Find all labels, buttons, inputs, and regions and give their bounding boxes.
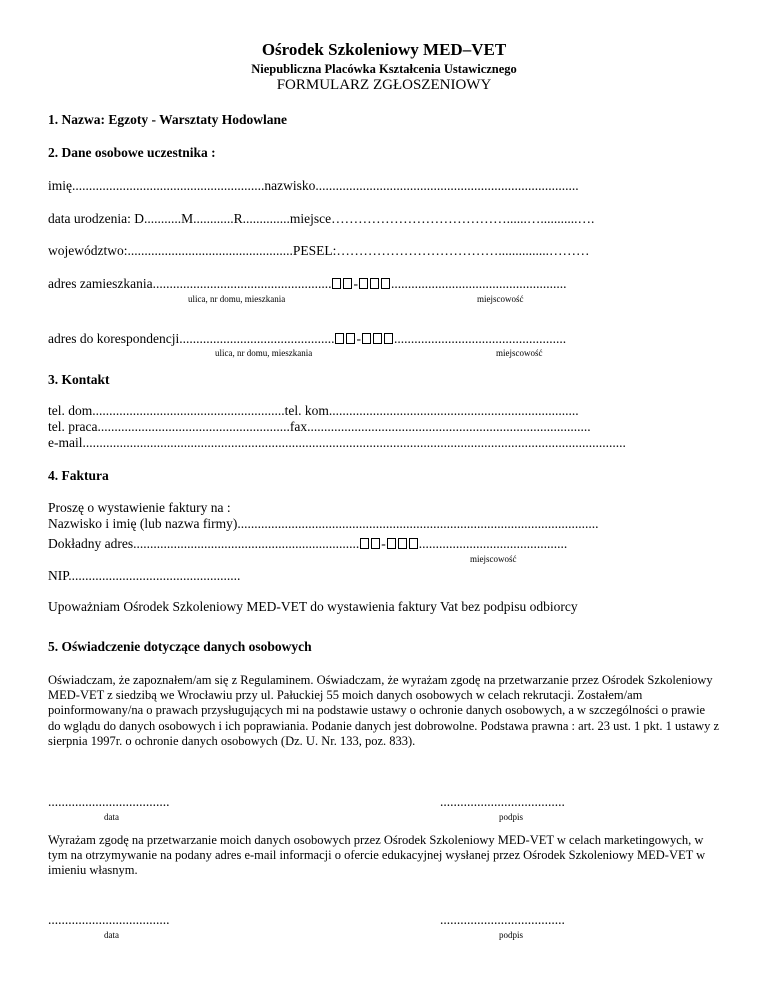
data-statement-heading: 5. Oświadczenie dotyczące danych osobowych — [48, 639, 312, 654]
name-field-line[interactable]: imię.........................................................nazwisko.............................................................................. — [48, 178, 579, 193]
city-hint: miejscowość — [477, 294, 524, 304]
contact-heading: 3. Kontakt — [48, 372, 110, 387]
home-address-tail: .................................................... — [390, 276, 567, 291]
email-field-line[interactable]: e-mail................................................................................................................................................................. — [48, 435, 626, 450]
postal-code-box[interactable] — [384, 333, 393, 344]
postal-code-box[interactable] — [332, 278, 341, 289]
page-title: Ośrodek Szkoleniowy MED–VET — [261, 40, 507, 59]
postal-code-box[interactable] — [346, 333, 355, 344]
date-signature-line[interactable]: .................................... — [48, 912, 170, 927]
personal-data-heading: 2. Dane osobowe uczestnika : — [48, 145, 216, 160]
postal-code-box[interactable] — [381, 278, 390, 289]
correspondence-address-field[interactable]: adres do korespondencji.............................................. - ................................................... — [48, 331, 567, 346]
signature-label: podpis — [499, 812, 524, 822]
data-statement-text: Oświadczam, że zapoznałem/am się z Regulaminem. Oświadczam, że wyrażam zgodę na przetwarzanie przez Ośrodek Szkoleniowy MED-VET z siedzibą we Wrocławiu przy ul. Pałuckiej 55 moich danych osobowych w celach rekrutacji. Zostałem/am poinformowany/na o prawach przysługujących mi na podstawie ustawy o ochronie danych osobowych, a w szczególności o prawie do wglądu do danych osobowych i ich poprawiania. Podanie danych jest dobrowolne. Podstawa prawna : art. 23 ust. 1 pkt. 1 ustawy z sierpnia 1997r. o ochronie danych osobowych (Dz. U. Nr. 133, poz. 833). — [48, 673, 720, 748]
signature-line[interactable]: ..................................... — [440, 912, 565, 927]
correspondence-address-label: adres do korespondencji.............................................. — [48, 331, 335, 346]
marketing-consent-text: Wyrażam zgodę na przetwarzanie moich danych osobowych przez Ośrodek Szkoleniowy MED-VET w celach marketingowych, w tym na otrzymywanie na podany adres e-mail informacji o ofercie edukacyjnej wysłanej przez Ośrodek Szkoleniowy MED-VET w imieniu własnym. — [48, 833, 706, 878]
date-label: data — [104, 812, 119, 822]
street-hint: ulica, nr domu, mieszkania — [188, 294, 286, 304]
home-address-field[interactable]: adres zamieszkania..................................................... - .................................................... — [48, 276, 567, 291]
postal-code-box[interactable] — [387, 538, 396, 549]
invoice-name-field-line[interactable]: Nazwisko i imię (lub nazwa firmy)........................................................................................................... — [48, 516, 599, 531]
birth-field-line[interactable]: data urodzenia: D...........M............R..............miejsce…………………………………......…...........…. — [48, 211, 595, 226]
postal-code-box[interactable] — [398, 538, 407, 549]
signature-label: podpis — [499, 930, 524, 940]
postal-code-box[interactable] — [371, 538, 380, 549]
home-address-label: adres zamieszkania..................................................... — [48, 276, 332, 291]
postal-code-box[interactable] — [335, 333, 344, 344]
postal-code-box[interactable] — [362, 333, 371, 344]
postal-code-box[interactable] — [360, 538, 369, 549]
postal-code-box[interactable] — [343, 278, 352, 289]
work-phone-fax-field-line[interactable]: tel. praca.........................................................fax.................................................................................... — [48, 419, 591, 434]
date-label: data — [104, 930, 119, 940]
postal-code-box[interactable] — [359, 278, 368, 289]
postal-code-box[interactable] — [370, 278, 379, 289]
invoice-address-label: Dokładny adres................................................................... — [48, 536, 360, 551]
invoice-address-field[interactable]: Dokładny adres................................................................... - ............................................ — [48, 536, 568, 551]
page-subtitle: Niepubliczna Placówka Kształcenia Ustawicznego — [251, 62, 517, 76]
form-name: FORMULARZ ZGŁOSZENIOWY — [276, 77, 492, 93]
postal-code-box[interactable] — [409, 538, 418, 549]
city-hint: miejscowość — [470, 554, 517, 564]
signature-line[interactable]: ..................................... — [440, 794, 565, 809]
city-hint: miejscowość — [496, 348, 543, 358]
correspondence-address-tail: ................................................... — [393, 331, 567, 346]
invoice-authorization: Upoważniam Ośrodek Szkoleniowy MED-VET do wystawienia faktury Vat bez podpisu odbiorcy — [48, 599, 578, 614]
invoice-heading: 4. Faktura — [48, 468, 109, 483]
date-signature-line[interactable]: .................................... — [48, 794, 170, 809]
nip-field-line[interactable]: NIP................................................... — [48, 568, 241, 583]
street-hint: ulica, nr domu, mieszkania — [215, 348, 313, 358]
phone-field-line[interactable]: tel. dom.........................................................tel. kom.......................................................................... — [48, 403, 579, 418]
course-name-heading: 1. Nazwa: Egzoty - Warsztaty Hodowlane — [48, 112, 287, 127]
region-pesel-field-line[interactable]: województwo:.................................................PESEL:………………………………...............……… — [48, 243, 590, 258]
postal-code-box[interactable] — [373, 333, 382, 344]
invoice-request: Proszę o wystawienie faktury na : — [48, 500, 231, 515]
invoice-address-tail: ............................................ — [418, 536, 568, 551]
